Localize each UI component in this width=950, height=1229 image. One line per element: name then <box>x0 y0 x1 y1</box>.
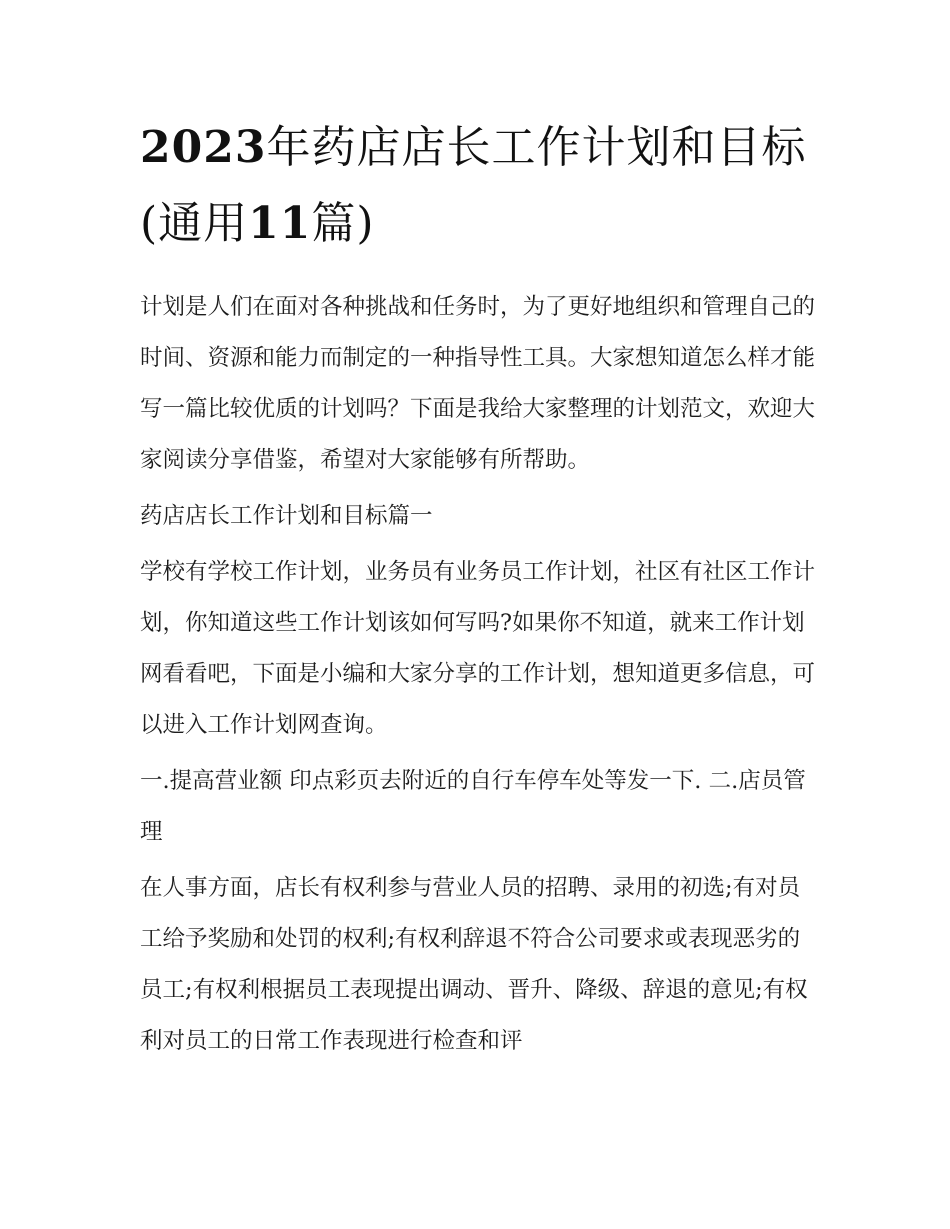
paragraph-intro: 计划是人们在面对各种挑战和任务时，为了更好地组织和管理自己的时间、资源和能力而制定的一种指导性工具。大家想知道怎么样才能写一篇比较优质的计划吗？下面是我给大家整理的计划范文，欢迎大家阅读分享借鉴，希望对大家能够有所帮助。 <box>140 294 816 473</box>
section-heading: 药店店长工作计划和目标篇一 <box>140 503 433 529</box>
paragraph-work-plan: 学校有学校工作计划，业务员有业务员工作计划，社区有社区工作计划，你知道这些工作计划该如何写吗?如果你不知道，就来工作计划网看看吧，下面是小编和大家分享的工作计划，想知道更多信息，可以进入工作计划网查询。 <box>140 559 816 738</box>
document-title: 2023年药店店长工作计划和目标(通用11篇) <box>140 122 807 249</box>
document-page <box>140 110 820 1072</box>
paragraph-revenue-staff: 一.提高营业额 印点彩页去附近的自行车停车处等发一下. 二.店员管理 <box>140 768 806 845</box>
paragraph-personnel: 在人事方面，店长有权利参与营业人员的招聘、录用的初选;有对员工给予奖励和处罚的权利;有权利辞退不符合公司要求或表现恶劣的员工;有权利根据员工表现提出调动、晋升、降级、辞退的意见;有权利对员工的日常工作表现进行检查和评 <box>140 875 808 1054</box>
document-body <box>140 282 820 1067</box>
title-number: 2023 <box>140 122 267 173</box>
title-number: 11 <box>248 198 312 249</box>
